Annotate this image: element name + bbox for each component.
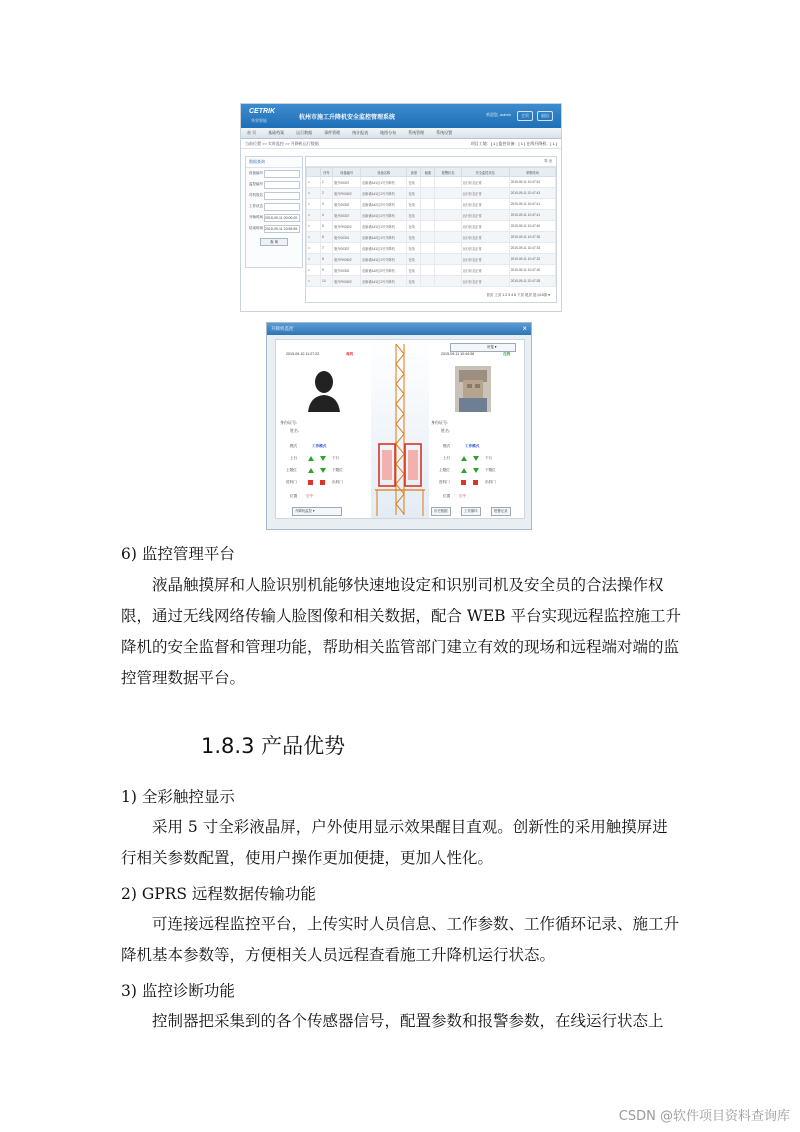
table-cell: 2015-09-11 10:47:30 <box>509 265 555 276</box>
column-header[interactable]: 序号 <box>321 168 333 177</box>
nav-item[interactable]: 统计报表 <box>352 130 369 135</box>
position-value: 空中 <box>306 494 314 498</box>
field-label: 设备编号 <box>249 171 263 175</box>
table-cell: 8 <box>321 254 333 265</box>
field-label: 开始时间 <box>249 215 263 219</box>
query-field <box>246 190 302 201</box>
table-cell: 10 <box>321 276 333 287</box>
up-arrow-icon <box>461 456 467 461</box>
table-cell: 创新港1#1区1号升降机 <box>361 210 407 221</box>
table-cell: 施升00302 <box>333 265 361 276</box>
column-header[interactable]: 报警状态 <box>435 168 461 177</box>
table-cell <box>421 221 435 232</box>
data-table <box>306 167 556 287</box>
export-button[interactable]: 导 出 <box>544 159 552 163</box>
table-cell <box>435 199 461 210</box>
lower-limit-label: 下限位 <box>485 468 496 472</box>
left-time: 2015-09-10 11:27:22 <box>286 352 320 356</box>
query-field <box>246 212 302 223</box>
table-cell <box>421 177 435 188</box>
table-cell: 1 <box>321 177 333 188</box>
mode-value: 工作模式 <box>465 444 480 448</box>
table-cell: 2015-09-11 10:47:35 <box>509 232 555 243</box>
table-cell: 2015-09-11 10:47:51 <box>509 177 555 188</box>
door-out-label: 出料门 <box>332 480 343 484</box>
field-label: 工作状态 <box>249 204 263 208</box>
position-row <box>429 494 524 504</box>
table-row[interactable] <box>307 254 556 265</box>
right-cage-panel <box>429 340 524 518</box>
platform-header <box>241 104 561 128</box>
table-cell: 施升00307 <box>333 177 361 188</box>
cage-select-value: 吊笼 <box>487 345 494 349</box>
table-cell: 5 <box>321 221 333 232</box>
upper-limit-icon <box>308 468 314 473</box>
table-cell <box>435 232 461 243</box>
end-time-input[interactable]: 2015-09-11 23:59:59 <box>264 225 300 233</box>
mode-row <box>276 444 371 454</box>
mode-row <box>429 444 524 454</box>
table-cell <box>435 210 461 221</box>
advantage-item: 3) 监控诊断功能 <box>121 982 235 1000</box>
home-button[interactable]: 主页 <box>517 111 533 121</box>
work-cycle-button[interactable]: 工作循环 <box>461 507 481 516</box>
driver-input[interactable] <box>264 192 300 200</box>
nav-item[interactable]: 基础档案 <box>268 130 285 135</box>
row-checkbox[interactable]: □ <box>307 177 321 188</box>
limit-row <box>429 468 524 478</box>
left-id-label: 身份证号: <box>280 420 298 425</box>
up-label: 上行 <box>443 456 451 460</box>
table-cell <box>421 254 435 265</box>
table-cell: 创新港1#1区1号升降机 <box>361 254 407 265</box>
table-row[interactable] <box>307 210 556 221</box>
table-row[interactable] <box>307 177 556 188</box>
door-out-icon <box>320 480 325 485</box>
breadcrumb: 当前位置 >> 实时监控 >> 升降机运行数据 <box>245 141 319 146</box>
table-cell: 在线 <box>407 276 421 287</box>
nav-item[interactable]: 运行数据 <box>296 130 313 135</box>
position-label: 位置 <box>290 494 298 498</box>
table-cell: 施升FK0502 <box>333 221 361 232</box>
mode-value: 工作模式 <box>312 444 327 448</box>
table-cell <box>421 210 435 221</box>
advantage-item: 2) GPRS 远程数据传输功能 <box>121 885 316 903</box>
table-cell: 创新港1#1区1号升降机 <box>361 188 407 199</box>
up-label: 上行 <box>290 456 298 460</box>
table-row[interactable] <box>307 221 556 232</box>
column-header <box>307 168 321 177</box>
table-cell: 在线 <box>407 199 421 210</box>
door-in-icon <box>461 480 466 485</box>
table-cell: 在线 <box>407 177 421 188</box>
table-cell: 4 <box>321 210 333 221</box>
column-header[interactable]: 载重 <box>421 168 435 177</box>
table-cell: 运行状态正常 <box>461 254 509 265</box>
left-status: 离线 <box>346 352 354 356</box>
nav-item[interactable]: 地图分布 <box>380 130 397 135</box>
close-icon[interactable]: × <box>522 324 527 333</box>
monitor-select-value: 升降机监控 <box>295 509 312 513</box>
table-cell: 施升00302 <box>333 199 361 210</box>
table-cell: 运行状态正常 <box>461 221 509 232</box>
position-row <box>276 494 371 504</box>
table-cell: 在线 <box>407 221 421 232</box>
device-id-input[interactable] <box>264 170 300 178</box>
table-cell <box>421 188 435 199</box>
table-cell: 3 <box>321 199 333 210</box>
table-cell: 在线 <box>407 188 421 199</box>
nav-item[interactable]: 系统设置 <box>436 130 453 135</box>
platform-screenshot <box>240 103 562 312</box>
table-cell <box>421 232 435 243</box>
position-value: 空中 <box>459 494 467 498</box>
table-cell: 7 <box>321 243 333 254</box>
door-out-label: 出料门 <box>485 480 496 484</box>
field-label: 司机姓名 <box>249 193 263 197</box>
status-input[interactable] <box>264 203 300 211</box>
monitor-select[interactable]: 升降机监控 ▾ <box>292 507 342 516</box>
query-field <box>246 179 302 190</box>
table-cell: 运行状态正常 <box>461 232 509 243</box>
table-cell: 运行状态正常 <box>461 199 509 210</box>
nav-item[interactable]: 系统管理 <box>408 130 425 135</box>
cage-select[interactable]: 吊笼 ▾ <box>450 343 516 352</box>
table-row[interactable] <box>307 232 556 243</box>
platform-logo-sub: 华荣智能 <box>251 118 267 123</box>
table-cell: 施升FK0502 <box>333 188 361 199</box>
watermark: CSDN @软件项目资料查询库 <box>618 1109 790 1124</box>
table-cell <box>435 243 461 254</box>
advantage-paragraph: 采用 5 寸全彩液晶屏，户外使用显示效果醒目直观。创新性的采用触摸屏进行相关参数配置，使用户操作更加便捷，更加人性化。 <box>121 818 668 867</box>
table-cell: 运行状态正常 <box>461 276 509 287</box>
table-cell: 在线 <box>407 232 421 243</box>
table-cell: 运行状态正常 <box>461 265 509 276</box>
advantage-paragraph: 控制器把采集到的各个传感器信号，配置参数和报警参数，在线运行状态上 <box>152 1012 664 1030</box>
table-cell: 运行状态正常 <box>461 188 509 199</box>
mode-label: 模式 <box>443 444 451 448</box>
table-cell: 2 <box>321 188 333 199</box>
row-checkbox[interactable]: □ <box>307 221 321 232</box>
table-cell: 在线 <box>407 254 421 265</box>
nav-item[interactable]: 首 页 <box>247 130 257 135</box>
monitor-screenshot <box>266 322 532 530</box>
table-cell: 运行状态正常 <box>461 210 509 221</box>
table-cell: 创新港1#1区1号升降机 <box>361 177 407 188</box>
table-cell: 2015-09-11 10:47:41 <box>509 199 555 210</box>
table-row[interactable] <box>307 199 556 210</box>
down-arrow-icon <box>473 456 479 461</box>
upper-limit-icon <box>461 468 467 473</box>
row-checkbox[interactable]: □ <box>307 265 321 276</box>
query-field <box>246 168 302 179</box>
table-cell: 创新港1#1区1号升降机 <box>361 276 407 287</box>
table-cell <box>421 265 435 276</box>
row-checkbox[interactable]: □ <box>307 232 321 243</box>
table-cell: 创新港1#1区1号升降机 <box>361 221 407 232</box>
lower-limit-label: 下限位 <box>332 468 343 472</box>
query-panel <box>245 156 303 268</box>
monitor-id-input[interactable] <box>264 181 300 189</box>
limit-row <box>276 468 371 478</box>
row-checkbox[interactable]: □ <box>307 243 321 254</box>
advantage-paragraph: 可连接远程监控平台，上传实时人员信息、工作参数、工作循环记录、施工升降机基本参数等，方便相关人员远程查看施工升降机运行状态。 <box>121 915 680 964</box>
table-cell: 施升00307 <box>333 210 361 221</box>
table-cell <box>435 265 461 276</box>
column-header[interactable]: 设备编号 <box>333 168 361 177</box>
row-checkbox[interactable]: □ <box>307 254 321 265</box>
door-row <box>276 480 371 490</box>
section-heading: 1.8.3 产品优势 <box>201 734 346 758</box>
upper-limit-label: 上限位 <box>286 468 297 472</box>
lower-limit-icon <box>473 468 479 473</box>
field-label: 监控编号 <box>249 182 263 186</box>
table-cell: 2015-09-11 10:47:28 <box>509 276 555 287</box>
table-row[interactable] <box>307 243 556 254</box>
down-label: 下行 <box>485 456 493 460</box>
right-status: 在线 <box>503 352 511 356</box>
monitor-title: 升降机监控 <box>271 326 294 331</box>
alarm-record-button[interactable]: 报警记录 <box>491 507 511 516</box>
row-checkbox[interactable]: □ <box>307 188 321 199</box>
table-cell: 创新港1#2区2号升降机 <box>361 265 407 276</box>
table-cell: 创新港1#2区1号升降机 <box>361 232 407 243</box>
history-button[interactable]: 历史数据 <box>431 507 451 516</box>
down-label: 下行 <box>332 456 340 460</box>
table-cell: 6 <box>321 232 333 243</box>
door-row <box>429 480 524 490</box>
left-name-label: 姓名: <box>290 428 300 433</box>
table-cell: 创新港1#2区2号升降机 <box>361 199 407 210</box>
table-row[interactable] <box>307 188 556 199</box>
table-cell: 2015-09-11 10:47:41 <box>509 210 555 221</box>
column-header[interactable]: 设备名称 <box>361 168 407 177</box>
tower-graphic <box>371 340 429 518</box>
door-in-label: 进料门 <box>286 480 297 484</box>
column-header[interactable]: 安全监控状态 <box>461 168 509 177</box>
table-cell <box>435 177 461 188</box>
table-cell: 在线 <box>407 265 421 276</box>
upper-limit-label: 上限位 <box>439 468 450 472</box>
monitor-body <box>275 339 525 519</box>
section6-paragraph: 液晶触摸屏和人脸识别机能够快速地设定和识别司机及安全员的合法操作权限，通过无线网络传输人脸图像和相关数据，配合 WEB 平台实现远程监控施工升降机的安全监督和管理功能，帮助相关监管部门建立有效的现场和远程端对端的监控管理数据平台。 <box>121 576 681 687</box>
query-field <box>246 201 302 212</box>
platform-user: 欢迎您, admin <box>485 112 511 117</box>
hoist-tower-icon <box>371 340 429 518</box>
field-label: 结束时间 <box>249 226 263 230</box>
table-cell <box>421 199 435 210</box>
row-checkbox[interactable]: □ <box>307 276 321 287</box>
table-row[interactable] <box>307 276 556 287</box>
column-header[interactable]: 高度 <box>407 168 421 177</box>
table-cell <box>421 243 435 254</box>
table-cell: 2015-09-11 10:47:32 <box>509 254 555 265</box>
right-name-label: 姓名: <box>441 428 451 433</box>
left-cage-panel <box>276 340 371 518</box>
lower-limit-icon <box>320 468 326 473</box>
table-cell <box>421 276 435 287</box>
position-label: 位置 <box>443 494 451 498</box>
direction-row <box>429 456 524 466</box>
table-header <box>307 168 556 177</box>
table-cell: 运行状态正常 <box>461 177 509 188</box>
table-cell <box>435 276 461 287</box>
right-time: 2015-09-11 10:44:38 <box>441 352 475 356</box>
table-row[interactable] <box>307 265 556 276</box>
start-time-input[interactable]: 2015-09-11 00:00:00 <box>264 214 300 222</box>
person-silhouette-icon <box>306 366 342 412</box>
nav-item[interactable]: 事件管理 <box>324 130 341 135</box>
table-cell: 2015-09-11 10:47:40 <box>509 221 555 232</box>
row-checkbox[interactable]: □ <box>307 199 321 210</box>
exit-button[interactable]: 退出 <box>537 111 553 121</box>
table-cell: 9 <box>321 265 333 276</box>
table-cell <box>435 188 461 199</box>
section6-item: 6) 监控管理平台 <box>121 545 235 563</box>
platform-logo: CETRIK <box>249 108 276 115</box>
door-in-icon <box>308 480 313 485</box>
table-cell: 施升FK0502 <box>333 276 361 287</box>
table-cell: 施升FK0502 <box>333 254 361 265</box>
table-cell: 在线 <box>407 210 421 221</box>
direction-row <box>276 456 371 466</box>
site-summary: 项目工地：[ 1 ] 监控设备：[ 1 ] 在线升降机：[ 1 ] <box>470 141 557 146</box>
right-id-label: 身份证号: <box>431 420 449 425</box>
table-cell: 2015-09-11 10:47:43 <box>509 188 555 199</box>
up-arrow-icon <box>308 456 314 461</box>
table-cell: 运行状态正常 <box>461 243 509 254</box>
table-cell: 创新港1#1区1号升降机 <box>361 243 407 254</box>
table-cell: 在线 <box>407 243 421 254</box>
table-cell: 施升00307 <box>333 243 361 254</box>
table-cell: 施升00301 <box>333 232 361 243</box>
advantage-item: 1) 全彩触控显示 <box>121 788 235 806</box>
row-checkbox[interactable]: □ <box>307 210 321 221</box>
data-table-panel <box>305 156 557 303</box>
door-out-icon <box>473 480 478 485</box>
monitor-titlebar <box>267 323 531 335</box>
driver-photo-icon <box>455 366 491 412</box>
query-button[interactable]: 查 询 <box>260 238 288 246</box>
pagination[interactable]: 首页 上页 1 2 3 4 5 下页 尾页 显示10条 ▾ <box>486 293 550 297</box>
mode-label: 模式 <box>290 444 298 448</box>
platform-nav <box>241 128 561 139</box>
table-cell <box>435 254 461 265</box>
column-header[interactable]: 采集时间 <box>509 168 555 177</box>
breadcrumb-bar <box>241 139 561 149</box>
down-arrow-icon <box>320 456 326 461</box>
door-in-label: 进料门 <box>439 480 450 484</box>
query-panel-title: 数据查询 <box>246 157 302 168</box>
platform-title: 杭州市施工升降机安全监控管理系统 <box>299 115 396 121</box>
table-cell: 2015-09-11 10:47:33 <box>509 243 555 254</box>
table-toolbar <box>306 157 556 167</box>
table-cell <box>435 221 461 232</box>
query-field <box>246 223 302 234</box>
